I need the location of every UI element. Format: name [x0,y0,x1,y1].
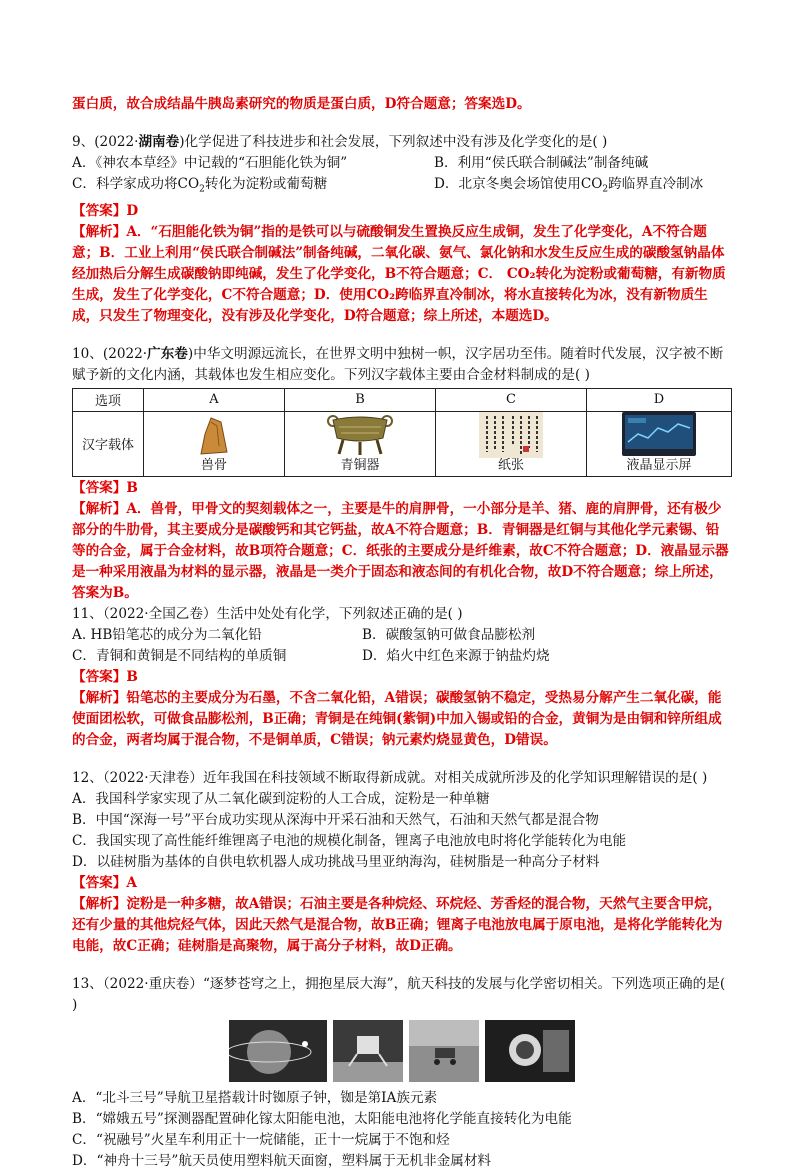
q9-option-b: B．利用“侯氏联合制碱法”制备纯碱 [434,155,649,171]
q12-option-a: A．我国科学家实现了从二氧化碳到淀粉的人工合成，淀粉是一种单糖 [72,790,490,807]
q12-options [72,789,732,873]
q9-stem-text: )化学促进了科技进步和社会发展，下列叙述中没有涉及化学变化的是( ) [179,134,608,150]
table-header-b: B [285,388,436,411]
q10-stem-text: )中华文明源远流长，在世界文明中独树一帜，汉字居功至伟。随着时代发展，汉字被不断赋予新的文化内涵，其载体也发生相应变化。下列汉字载体主要由合金材料制成的是( ) [72,345,724,383]
q11-option-b: B．碳酸氢钠可做食品膨松剂 [362,626,536,643]
q10-source: 广东卷 [147,345,188,362]
question-10 [72,344,732,604]
q9-options [72,153,732,201]
question-9 [72,132,732,327]
q13-option-d: D．“神舟十三号”航天员使用塑料航天面窗，塑料属于无机非金属材料 [72,1152,492,1169]
q9-stem [72,132,732,153]
q13-options [72,1088,732,1172]
q9-option-a: A．《神农本草经》中记载的“石胆能化铁为铜” [72,155,348,171]
table-cell-d [587,411,732,476]
q11-answer: 【答案】B [72,668,138,685]
q12-option-c: C．我国实现了高性能纤维锂离子电池的规模化制备，锂离子电池放电时将化学能转化为电能 [72,832,627,849]
q13-option-c: C．“祝融号”火星车利用正十一烷储能，正十一烷属于不饱和烃 [72,1131,450,1148]
question-13 [72,974,732,1172]
caption-a: 兽骨 [200,457,227,473]
animal-bone-image [197,416,231,456]
caption-c: 纸张 [497,457,524,473]
table-cell-c [436,411,587,476]
q13-option-b: B．“嫦娥五号”探测器配置砷化镓太阳能电池，太阳能电池将化学能直接转化为电能 [72,1110,572,1127]
q13-option-a: A．“北斗三号”导航卫星搭载计时铷原子钟，铷是第ⅠA族元素 [72,1089,438,1106]
q13-stem: 13、（2022·重庆卷）“逐梦苍穹之上，拥抱星辰大海”，航天科技的发展与化学密切相关。下列选项正确的是( ) [72,975,726,1013]
q9-number: 9、(2022· [72,134,139,150]
q9-answer: 【答案】D [72,202,139,219]
table-header-d: D [587,388,732,411]
paper-calligraphy-image [479,412,543,458]
document-page [72,94,732,1172]
intro-line: 蛋白质，故合成结晶牛胰岛素研究的物质是蛋白质，D符合题意；答案选D。 [72,96,531,112]
q12-stem: 12、（2022·天津卷）近年我国在科技领域不断取得新成就。对相关成就所涉及的化学知识理解错误的是( ) [72,769,708,786]
q12-option-b: B．中国“深海一号”平台成功实现从深海中开采石油和天然气，石油和天然气都是混合物 [72,811,599,828]
question-12 [72,768,732,957]
bronze-vessel-image [325,412,395,456]
q11-option-a: A. HB铅笔芯的成分为二氧化铅 [72,626,262,643]
q9-source: 湖南卷 [138,134,180,150]
q9-analysis: 【解析】A．“石胆能化铁为铜”指的是铁可以与硫酸铜发生置换反应生成铜，发生了化学变化，A不符合题意；B．工业上利用“侯氏联合制碱法”制备纯碱，二氧化碳、氨气、氯化钠和水发生反应生成的碳酸氢钠晶体经加热后分解生成碳酸钠即纯碱，发生了化学变化，B不符合题意；C． CO₂转化为淀粉或葡萄糖，有新物质生成，发生了化学变化，C不符合题意；D．使用CO₂跨临界直冷制冰，将水直接转化为冰，没有新物质生成，只发生了物理变化，没有涉及化学变化，D符合题意；综上所述，本题选D。 [72,223,726,324]
q10-number: 10、(2022· [72,345,148,362]
q11-analysis: 【解析】铅笔芯的主要成分为石墨，不含二氧化铅，A错误；碳酸氢钠不稳定，受热易分解产生二氧化碳，能使面团松软，可做食品膨松剂，B正确；青铜是在纯铜(紫铜)中加入锡或铅的合金，黄铜为是由铜和锌所组成的合金，两者均属于混合物，不是铜单质，C错误；钠元素灼烧显黄色，D错误。 [72,689,722,748]
lcd-screen-image [622,412,696,456]
q9-option-d: D．北京冬奥会场馆使用$CO_2$跨临界直冷制冰 [434,176,704,195]
table-header-option: 选项 [73,388,144,411]
mars-rover-photo [409,1020,479,1082]
q13-photos [72,1020,732,1082]
table-row-label: 汉字载体 [73,411,144,476]
q12-analysis: 【解析】淀粉是一种多糖，故A错误；石油主要是各种烷烃、环烷烃、芳香烃的混合物，天然气主要含甲烷，还有少量的其他烷烃气体，因此天然气是混合物，故B正确；锂离子电池放电属于原电池，是将化学能转化为电能，故C正确；硅树脂是高聚物，属于高分子材料，故D正确。 [72,895,723,954]
table-cell-b [285,411,436,476]
table-cell-a [144,411,285,476]
satellite-photo [229,1020,327,1082]
q10-analysis: 【解析】A．兽骨，甲骨文的契刻载体之一，主要是牛的肩胛骨，一小部分是羊、猪、鹿的肩胛骨，还有极少部分的牛肋骨，其主要成分是碳酸钙和其它钙盐，故A不符合题意；B．青铜器是红铜与其他化学元素锡、铅等的合金，属于合金材料，故B项符合题意；C．纸张的主要成分是纤维素，故C不符合题意；D．液晶显示器是一种采用液晶为材料的显示器，液晶是一类介于固态和液态间的有机化合物，故D不符合题意；综上所述，答案为B。 [72,500,729,601]
table-header-c: C [436,388,587,411]
q9-option-c: C．科学家成功将$CO_2$转化为淀粉或葡萄糖 [72,176,328,195]
lunar-probe-photo [333,1020,403,1082]
q11-option-d: D．焰火中红色来源于钠盐灼烧 [362,647,550,664]
q12-answer: 【答案】A [72,874,137,891]
q10-answer: 【答案】B [72,479,138,496]
q10-options-table [72,388,732,477]
table-header-a: A [144,388,285,411]
caption-b: 青铜器 [340,457,380,473]
q11-option-c: C．青铜和黄铜是不同结构的单质铜 [72,647,287,664]
caption-d: 液晶显示屏 [626,457,692,473]
q11-stem: 11、（2022·全国乙卷）生活中处处有化学，下列叙述正确的是( ) [72,605,463,622]
question-11 [72,604,732,751]
q11-options [72,625,732,667]
q12-option-d: D．以硅树脂为基体的自供电软机器人成功挑战马里亚纳海沟，硅树脂是一种高分子材料 [72,853,600,870]
spacewalk-photo [485,1020,575,1082]
q10-stem [72,344,732,386]
